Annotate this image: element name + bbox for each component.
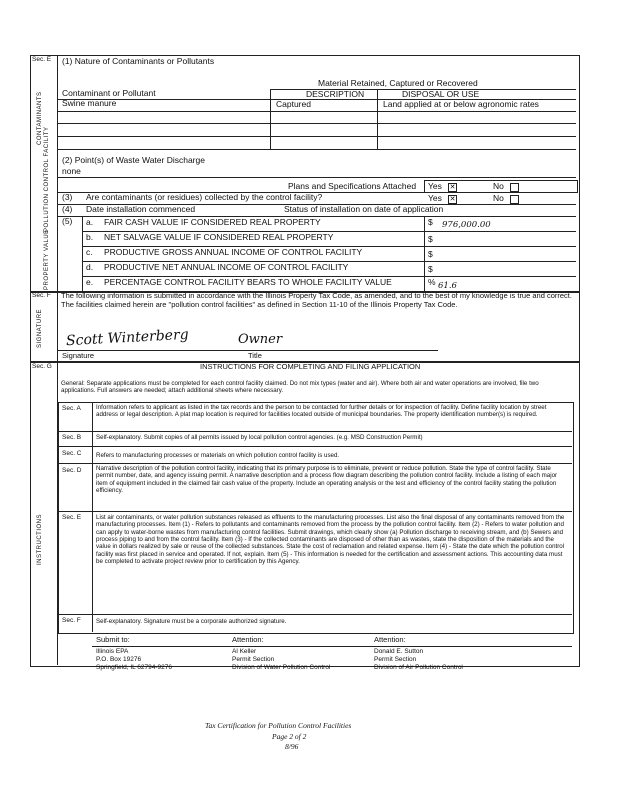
attn2-line: Permit Section: [374, 656, 417, 663]
plans-no-label: No: [493, 181, 504, 191]
value-row-b: [58, 232, 576, 246]
instructions-heading: INSTRUCTIONS FOR COMPLETING AND FILING APPLICATION: [200, 362, 421, 371]
value-row-e: [58, 277, 576, 291]
value-row-a: [58, 217, 576, 231]
attention-label-1: Attention:: [232, 635, 264, 644]
q3-yes-label: Yes: [428, 193, 442, 203]
title-value: Owner: [238, 332, 283, 347]
instr-sec-label: Sec. B: [62, 434, 82, 441]
value-row-prefix: %: [428, 277, 436, 287]
attn2-line: Division of Air Pollution Control: [374, 664, 463, 671]
submit-to-label: Submit to:: [96, 635, 130, 644]
q2-label: (2) Point(s) of Waste Water Discharge: [62, 155, 205, 165]
value-row-letter: a.: [86, 217, 94, 227]
q3-no-checkbox[interactable]: [510, 195, 519, 204]
value-amount-divider: [424, 217, 425, 291]
row1-contaminant: Swine manure: [62, 98, 117, 108]
attn1-line: Al Keller: [232, 648, 257, 655]
row1-disposal: Land applied at or below agronomic rates: [383, 99, 539, 109]
value-row-value: 976,000.00: [442, 220, 491, 230]
submit-rule: [92, 646, 572, 647]
sec-f-side-label: SIGNATURE: [37, 308, 43, 348]
value-row-label: NET SALVAGE VALUE IF CONSIDERED REAL PROPERTY: [104, 232, 334, 242]
attn1-line: Permit Section: [232, 656, 275, 663]
attn2-line: Donald E. Sutton: [374, 648, 424, 655]
plans-yes-checkbox[interactable]: ✕: [449, 184, 456, 191]
sec-f-label: Sec. F: [32, 292, 51, 299]
footer-form-title: Tax Certification for Pollution Control Facilities: [205, 721, 352, 730]
q2-value: none: [62, 166, 81, 176]
instr-text: List air contaminants, or water pollution substances released as effluents to the manufacturing processes. List also the final disposal of any contaminants removed from the manufacturing processes. Item (1) - Refers to pollutants and contaminants removed from the process by the pollution control facility. Item (2) - Refers to water pollution and can apply to water-borne wastes from manufacturing control facilities. Submit drawings, which clearly show (a) Pollution discharge to receiving stream, and (b) Sewers and process piping to and from the control facility. Item (3) - If the collected contaminants are disposed of other than as wastes, state the disposition of the materials and the value in dollars realized by sale or reuse of the collected substances. State the cost of reclamation and related expense. Item (4) - State the date which the pollution control facility was first placed in service and operated. If not, explain. Item (5) - This information is needed for the certification and assessment actions. This accounting data must be completed to activate project review prior to certification by this Agency.: [96, 514, 565, 565]
title-label: Title: [248, 351, 262, 360]
value-row-c: [58, 247, 576, 261]
address-line: Springfield, IL 62794-9276: [96, 664, 173, 671]
plans-yes-label: Yes: [428, 181, 442, 191]
q5-num: (5): [62, 216, 73, 226]
q3-num: (3): [62, 192, 73, 202]
col-description: DESCRIPTION: [306, 89, 365, 99]
instr-text: Narrative description of the pollution control facility, indicating that its primary purpose is to eliminate, prevent or reduce pollution. State the type of control facility. State permit number, date, and agency issuing permit. A narrative description and a process flow diagram describing the pollution control facility. Include a listing of each major item of equipment included in the claimed fair cash value of the property. Include an operating analysis or the test and efficiency of the control facility stating the pollution efficiency.: [96, 465, 558, 494]
instr-sec-label: Sec. A: [62, 405, 81, 412]
q2-rule: [58, 177, 576, 178]
instructions-col-divider: [92, 402, 93, 632]
general-instructions: General: Separate applications must be completed for each control facility claimed. Do not mix types (water and air). Where both air and water operations are involved, file two applications. Full answers are needed; attach additional sheets where necessary.: [61, 380, 539, 395]
value-row-letter: c.: [86, 247, 93, 257]
col-header-group: Material Retained, Captured or Recovered: [318, 78, 478, 88]
attention-label-2: Attention:: [374, 635, 406, 644]
value-row-letter: d.: [86, 262, 94, 272]
q4-label: Date installation commenced: [86, 204, 196, 214]
instr-text: Self-explanatory. Submit copies of all permits issued by local pollution control agencies. (e.g. MSD Construction Permit): [96, 434, 423, 441]
table-row-rule-3: [58, 136, 576, 137]
instr-rule: [58, 431, 572, 432]
instr-rule: [58, 446, 572, 447]
value-row-prefix: $: [428, 249, 433, 259]
footer-date: 8/96: [285, 742, 299, 751]
table-col-divider-1: [270, 89, 271, 150]
signature-label: Signature: [62, 351, 95, 360]
sec-f-statement: The following information is submitted in accordance with the Illinois Property Tax Code, as amended, and to the best of my knowledge is true and correct. The facilities claimed herein are "pollution control facilities" as defined in Section 11-10 of the Illinois Property Tax Code.: [61, 291, 572, 309]
q3-label: Are contaminants (or residues) collected by the control facility?: [86, 192, 323, 202]
value-row-prefix: $: [428, 264, 433, 274]
instr-text: Information refers to applicant as listed in the tax records and the person to be contacted for further details or for inspection of facility. Define facility location by street address or legal description. A plat map location is required for facilities located outside of municipal boundaries. The property identification number(s) is required.: [96, 404, 547, 419]
q3-no-label: No: [493, 193, 504, 203]
value-col-divider: [82, 217, 83, 291]
sec-g-label: Sec. G: [32, 363, 52, 370]
plans-attached-label: Plans and Specifications Attached: [288, 181, 417, 191]
value-row-letter: b.: [86, 232, 94, 242]
value-row-d: [58, 262, 576, 276]
sec-g-side-label: INSTRUCTIONS: [37, 514, 43, 565]
attn1-line: Division of Water Pollution Control: [232, 664, 331, 671]
instr-sec-label: Sec. C: [62, 450, 82, 457]
instr-text: Self-explanatory. Signature must be a corporate authorized signature.: [96, 618, 287, 625]
value-row-value: 61.6: [438, 281, 457, 291]
value-row-label: PRODUCTIVE NET ANNUAL INCOME OF CONTROL FACILITY: [104, 262, 349, 272]
table-row-rule-1: [58, 111, 576, 112]
value-row-prefix: $: [428, 217, 433, 227]
address-line: Illinois EPA: [96, 648, 129, 655]
sec-e-side-label-mid: POLLUTION CONTROL FACILITY: [44, 126, 50, 232]
q4-num: (4): [62, 204, 73, 214]
address-line: P.O. Box 19276: [96, 656, 142, 663]
value-row-label: FAIR CASH VALUE IF CONSIDERED REAL PROPERTY: [104, 217, 321, 227]
sec-e-side-label-upper: CONTAMINANTS: [37, 91, 43, 145]
instr-rule: [58, 511, 572, 512]
instr-text: Refers to manufacturing processes or materials on which pollution control facility is used.: [96, 452, 340, 459]
signature-image: Scott Winterberg: [65, 326, 190, 350]
value-row-letter: e.: [86, 277, 94, 287]
sec-e-side-label-lower: PROPERTY VALUE: [44, 229, 50, 290]
value-row-prefix: $: [428, 234, 433, 244]
q1-label: (1) Nature of Contaminants or Pollutants: [62, 56, 215, 66]
instr-sec-label: Sec. E: [62, 514, 82, 521]
table-col-divider-2: [377, 89, 378, 150]
footer-page: Page 2 of 2: [272, 732, 307, 741]
sec-e-label: Sec. E: [32, 56, 52, 63]
instr-rule: [58, 463, 572, 464]
instr-sec-label: Sec. D: [62, 467, 82, 474]
value-row-label: PERCENTAGE CONTROL FACILITY BEARS TO WHOLE FACILITY VALUE: [104, 277, 392, 287]
q3-yes-checkbox[interactable]: ✕: [449, 196, 456, 203]
instr-sec-label: Sec. F: [62, 617, 81, 624]
instr-rule: [58, 614, 572, 615]
row1-description: Captured: [276, 99, 311, 109]
q4-status-label: Status of installation on date of application: [284, 204, 444, 214]
col-disposal: DISPOSAL OR USE: [402, 89, 480, 99]
table-row-rule-2: [58, 123, 576, 124]
col-contaminant: Contaminant or Pollutant: [62, 88, 156, 98]
table-row-rule-4: [58, 149, 576, 150]
value-row-label: PRODUCTIVE GROSS ANNUAL INCOME OF CONTROL FACILITY: [104, 247, 363, 257]
